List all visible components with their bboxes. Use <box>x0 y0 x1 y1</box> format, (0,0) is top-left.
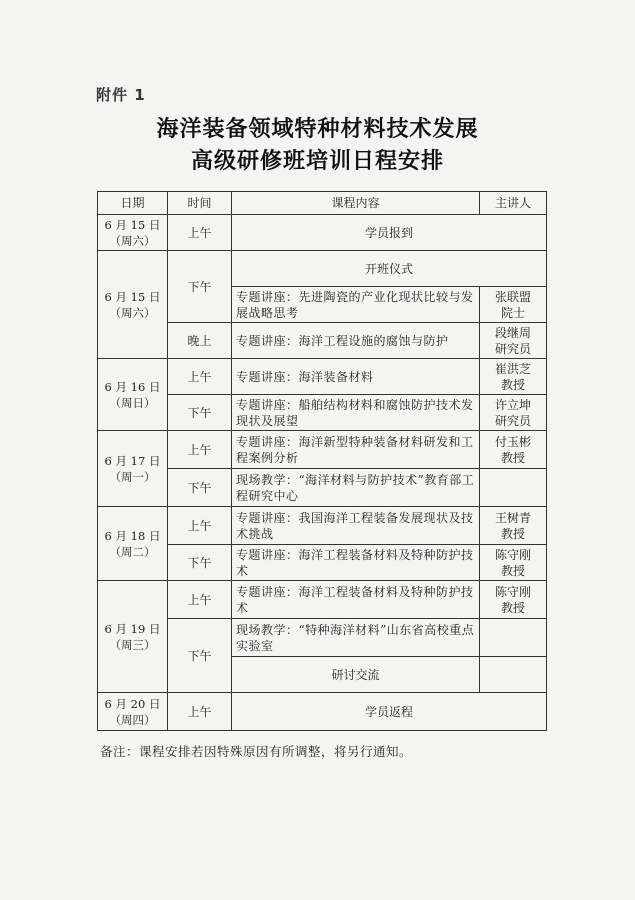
speaker-cell <box>480 469 547 507</box>
time-cell: 上午 <box>168 507 232 545</box>
table-row <box>98 581 547 619</box>
content-cell: 开班仪式 <box>232 251 547 287</box>
date-cell: 6 月 20 日 （周四） <box>98 693 168 731</box>
time-cell: 上午 <box>168 359 232 395</box>
time-cell: 晚上 <box>168 323 232 359</box>
content-cell: 专题讲座：海洋工程装备材料及特种防护技术 <box>232 581 480 619</box>
date-cell: 6 月 17 日 （周一） <box>98 431 168 507</box>
content-cell: 学员报到 <box>232 215 547 251</box>
content-cell: 专题讲座：海洋装备材料 <box>232 359 480 395</box>
content-cell: 研讨交流 <box>232 657 480 693</box>
content-cell: 学员返程 <box>232 693 547 731</box>
table-row <box>98 215 547 251</box>
content-cell: 专题讲座：海洋工程设施的腐蚀与防护 <box>232 323 480 359</box>
schedule-table <box>97 191 547 731</box>
speaker-cell: 王树青 教授 <box>480 507 547 545</box>
speaker-cell: 付玉彬 教授 <box>480 431 547 469</box>
speaker-cell: 许立坤 研究员 <box>480 395 547 431</box>
header-date: 日期 <box>98 192 168 215</box>
date-cell: 6 月 15 日 （周六） <box>98 251 168 359</box>
speaker-cell: 段继周 研究员 <box>480 323 547 359</box>
time-cell: 上午 <box>168 431 232 469</box>
time-cell: 上午 <box>168 215 232 251</box>
page-subtitle: 高级研修班培训日程安排 <box>190 148 444 174</box>
content-cell: 专题讲座：海洋新型特种装备材料研发和工程案例分析 <box>232 431 480 469</box>
date-cell: 6 月 15 日 （周六） <box>98 215 168 251</box>
date-cell: 6 月 18 日 （周二） <box>98 507 168 581</box>
time-cell: 上午 <box>168 581 232 619</box>
footnote: 备注：课程安排若因特殊原因有所调整，将另行通知。 <box>100 744 413 759</box>
content-cell: 专题讲座：我国海洋工程装备发展现状及技术挑战 <box>232 507 480 545</box>
table-row <box>98 251 547 287</box>
time-cell: 下午 <box>168 545 232 581</box>
date-cell: 6 月 16 日 （周日） <box>98 359 168 431</box>
time-cell: 上午 <box>168 693 232 731</box>
speaker-cell <box>480 619 547 657</box>
speaker-cell: 崔洪芝 教授 <box>480 359 547 395</box>
time-cell: 下午 <box>168 619 232 693</box>
header-speaker: 主讲人 <box>480 192 547 215</box>
speaker-cell: 陈守刚 教授 <box>480 581 547 619</box>
content-cell: 专题讲座：海洋工程装备材料及特种防护技术 <box>232 545 480 581</box>
time-cell: 下午 <box>168 469 232 507</box>
attachment-label: 附件 1 <box>96 86 146 104</box>
speaker-cell: 张联盟 院士 <box>480 287 547 323</box>
table-row <box>98 693 547 731</box>
page-title: 海洋装备领域特种材料技术发展 <box>156 116 479 142</box>
content-cell: 现场教学：“海洋材料与防护技术”教育部工程研究中心 <box>232 469 480 507</box>
table-row <box>98 507 547 545</box>
table-row <box>98 359 547 395</box>
speaker-cell: 陈守刚 教授 <box>480 545 547 581</box>
time-cell: 下午 <box>168 251 232 323</box>
table-row <box>98 431 547 469</box>
time-cell: 下午 <box>168 395 232 431</box>
content-cell: 现场教学：“特种海洋材料”山东省高校重点实验室 <box>232 619 480 657</box>
speaker-cell <box>480 657 547 693</box>
table-header-row <box>98 192 547 215</box>
header-time: 时间 <box>168 192 232 215</box>
content-cell: 专题讲座：先进陶瓷的产业化现状比较与发展战略思考 <box>232 287 480 323</box>
content-cell: 专题讲座：船舶结构材料和腐蚀防护技术发现状及展望 <box>232 395 480 431</box>
header-content: 课程内容 <box>232 192 480 215</box>
date-cell: 6 月 19 日 （周三） <box>98 581 168 693</box>
